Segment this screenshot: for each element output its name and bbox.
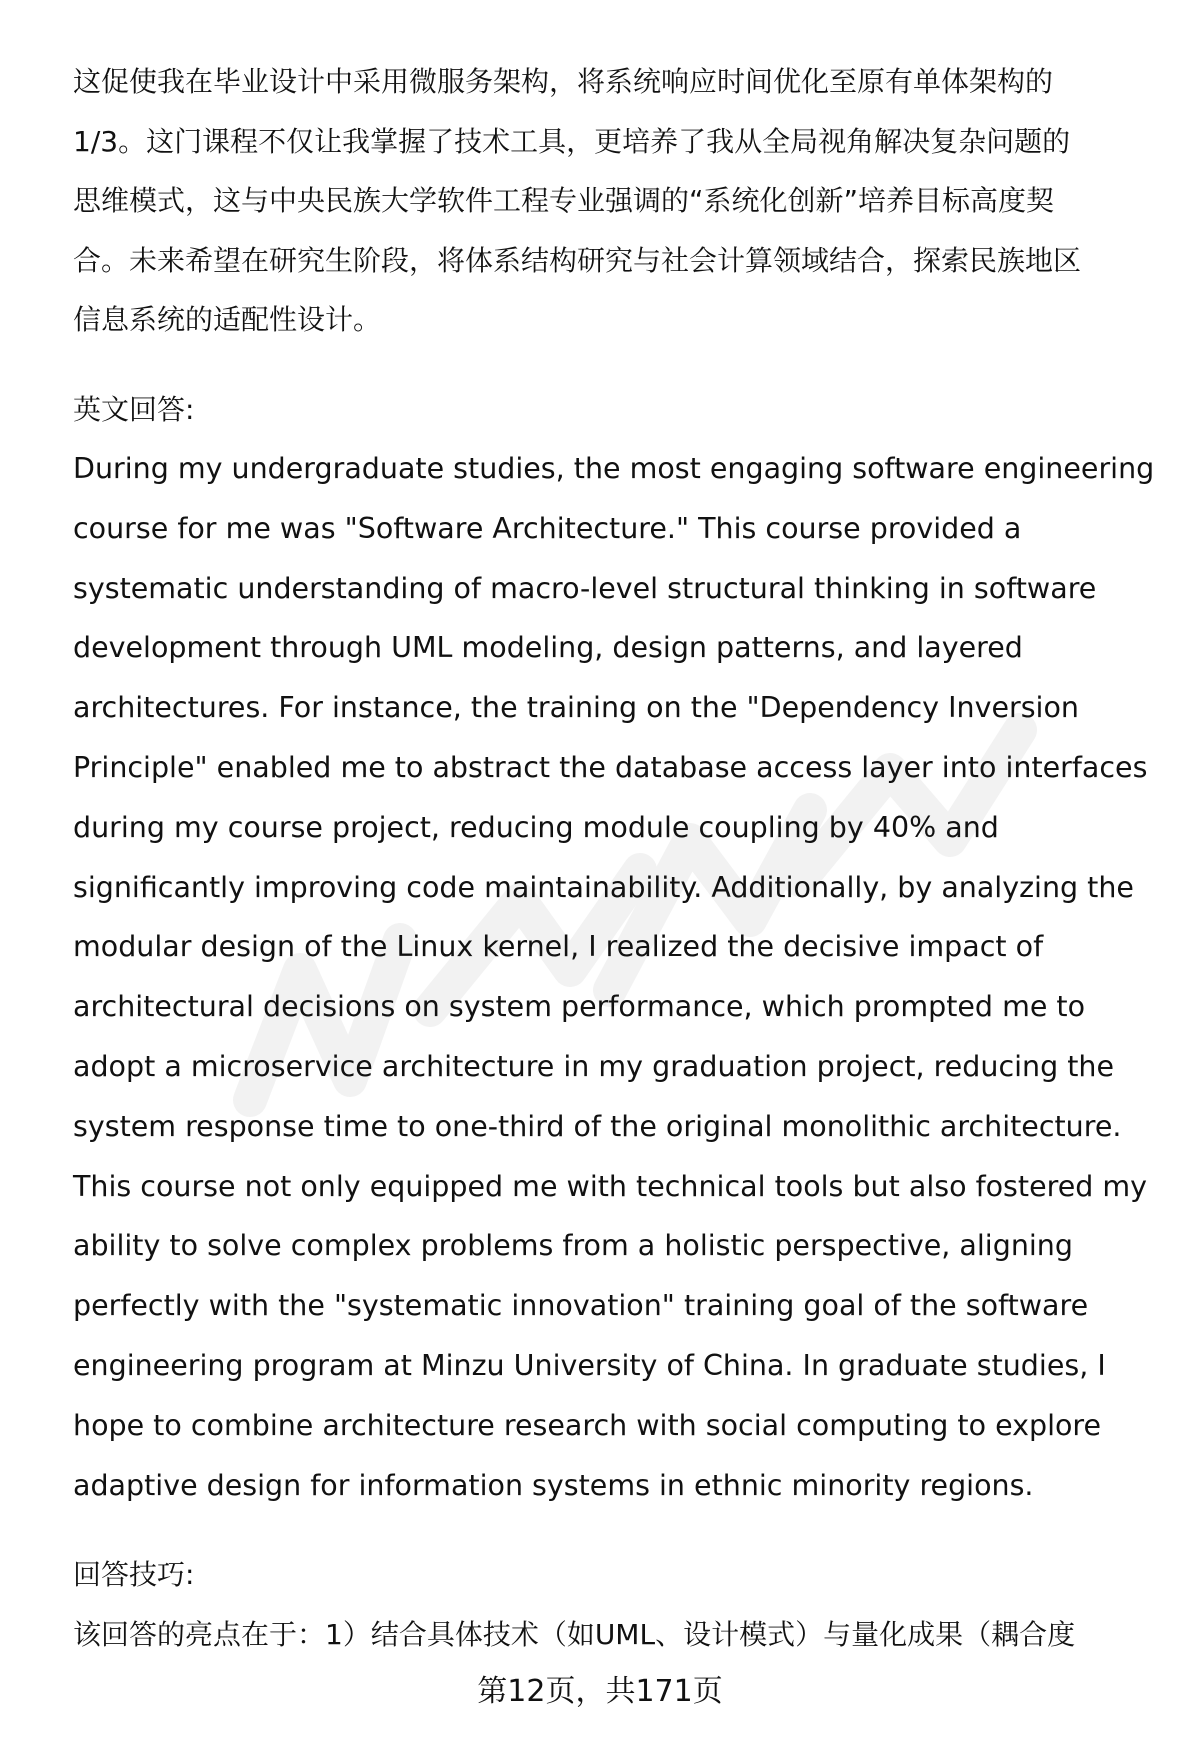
english-line: Principle" enabled me to abstract the database access layer into interfaces <box>73 750 1148 784</box>
english-answer-label: 英文回答: <box>73 392 195 426</box>
english-line: architectural decisions on system performance, which prompted me to <box>73 990 1086 1024</box>
english-line: During my undergraduate studies, the most engaging software engineering <box>73 452 1155 485</box>
english-line: modular design of the Linux kernel, I realized the decisive impact of <box>73 930 1044 964</box>
english-line: during my course project, reducing module coupling by 40% and <box>73 810 999 844</box>
page-number-footer: 第12页，共171页 <box>477 1674 723 1709</box>
chinese-answer-continuation <box>73 52 1163 350</box>
english-line: systematic understanding of macro-level structural thinking in software <box>73 571 1097 605</box>
answer-tips-label: 回答技巧: <box>73 1558 195 1592</box>
english-line: This course not only equipped me with technical tools but also fostered my <box>73 1169 1148 1203</box>
english-line: development through UML modeling, design patterns, and layered <box>73 631 1023 665</box>
chinese-line: 1/3。这门课程不仅让我掌握了技术工具，更培养了我从全局视角解决复杂问题的 <box>73 124 1071 158</box>
english-line: architectures. For instance, the training on the "Dependency Inversion <box>73 691 1079 725</box>
english-line: adaptive design for information systems in ethnic minority regions. <box>73 1468 1034 1502</box>
chinese-line: 这促使我在毕业设计中采用微服务架构，将系统响应时间优化至原有单体架构的 <box>73 65 1054 98</box>
english-line: significantly improving code maintainability. Additionally, by analyzing the <box>73 870 1134 904</box>
chinese-line: 合。未来希望在研究生阶段，将体系结构研究与社会计算领域结合，探索民族地区 <box>73 243 1082 277</box>
english-line: ability to solve complex problems from a holistic perspective, aligning <box>73 1229 1073 1263</box>
document-body <box>73 52 1163 1664</box>
english-line: engineering program at Minzu University of China. In graduate studies, I <box>73 1348 1106 1382</box>
english-line: hope to combine architecture research with social computing to explore <box>73 1408 1102 1442</box>
english-line: adopt a microservice architecture in my graduation project, reducing the <box>73 1049 1115 1083</box>
english-answer <box>73 439 1163 1515</box>
english-line: course for me was "Software Architecture." This course provided a <box>73 511 1022 545</box>
english-line: perfectly with the "systematic innovation" training goal of the software <box>73 1289 1089 1323</box>
chinese-line: 思维模式，这与中央民族大学软件工程专业强调的“系统化创新”培养目标高度契 <box>73 184 1055 217</box>
english-line: system response time to one-third of the original monolithic architecture. <box>73 1109 1122 1143</box>
chinese-line: 信息系统的适配性设计。 <box>73 303 382 336</box>
answer-tips-first-line: 该回答的亮点在于：1）结合具体技术（如UML、设计模式）与量化成果（耦合度 <box>73 1617 1076 1651</box>
